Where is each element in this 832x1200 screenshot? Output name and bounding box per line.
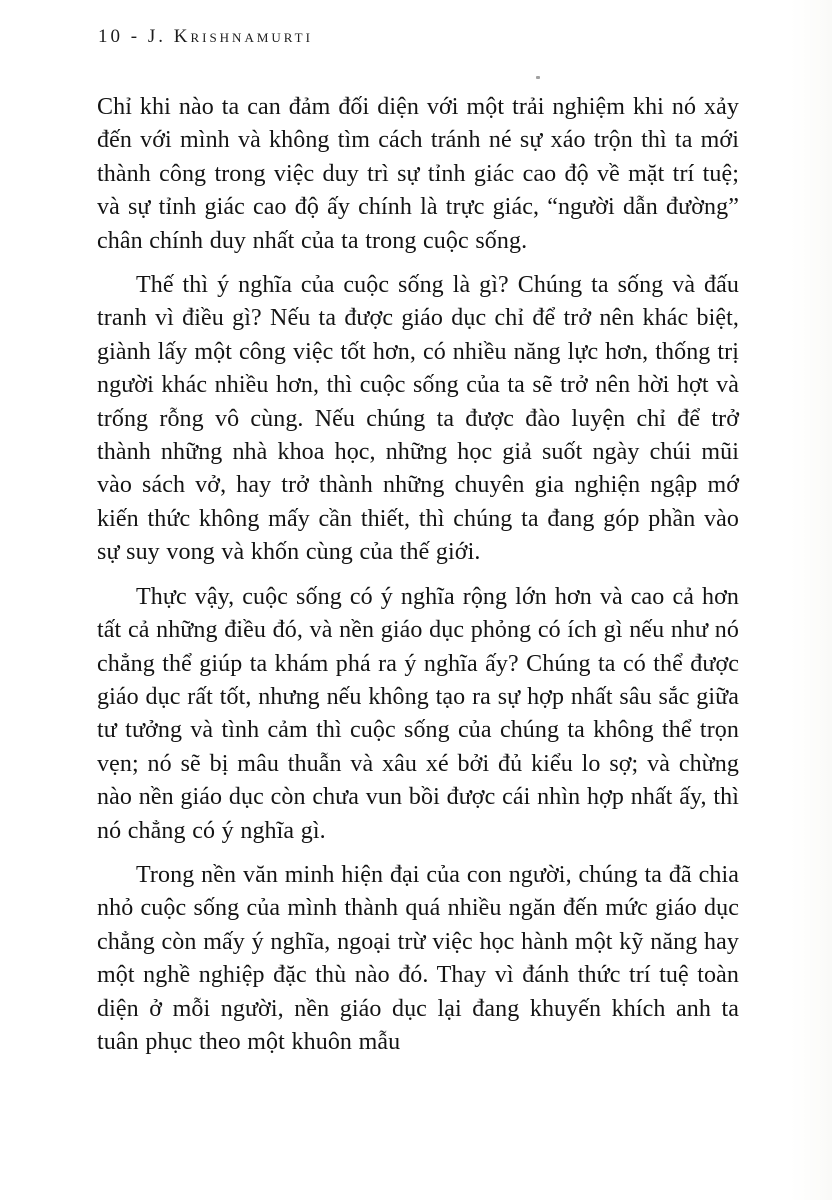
body-paragraph: Thế thì ý nghĩa của cuộc sống là gì? Chúng ta sống và đấu tranh vì điều gì? Nếu ta được giáo dục chỉ để trở nên khác biệt, giành lấy một công việc tốt hơn, có nhiều năng lực hơn, thống trị người khác nhiều hơn, thì cuộc sống của ta sẽ trở nên hời hợt và trống rỗng vô cùng. Nếu chúng ta được đào luyện chỉ để trở thành những nhà khoa học, những học giả suốt ngày chúi mũi vào sách vở, hay trở thành những chuyên gia nghiện ngập mớ kiến thức không mấy cần thiết, thì chúng ta đang góp phần vào sự suy vong và khốn cùng của thế giới. [97,272,739,566]
running-head: 10 - J. Krishnamurti [98,26,313,47]
body-paragraph: Trong nền văn minh hiện đại của con người, chúng ta đã chia nhỏ cuộc sống của mình thành quá nhiều ngăn đến mức giáo dục chẳng còn mấy ý nghĩa, ngoại trừ việc học hành một kỹ năng hay một nghề nghiệp đặc thù nào đó. Thay vì đánh thức trí tuệ toàn diện ở mỗi người, nền giáo dục lại đang khuyến khích anh ta tuân phục theo một khuôn mẫu [97,861,739,1055]
page-body [97,91,739,1070]
body-paragraph: Thực vậy, cuộc sống có ý nghĩa rộng lớn hơn và cao cả hơn tất cả những điều đó, và nền giáo dục phỏng có ích gì nếu như nó chẳng thể giúp ta khám phá ra ý nghĩa ấy? Chúng ta có thể được giáo dục rất tốt, nhưng nếu không tạo ra sự hợp nhất sâu sắc giữa tư tưởng và tình cảm thì cuộc sống của chúng ta không thể trọn vẹn; nó sẽ bị mâu thuẫn và xâu xé bởi đủ kiểu lo sợ; và chừng nào nền giáo dục còn chưa vun bồi được cái nhìn hợp nhất ấy, thì nó chẳng có ý nghĩa gì. [97,583,739,844]
scan-artifact-speck [536,76,540,79]
body-paragraph: Chỉ khi nào ta can đảm đối diện với một trải nghiệm khi nó xảy đến với mình và không tìm cách tránh né sự xáo trộn thì ta mới thành công trong việc duy trì sự tỉnh giác cao độ về mặt trí tuệ; và sự tỉnh giác cao độ ấy chính là trực giác, “người dẫn đường” chân chính duy nhất của ta trong cuộc sống. [97,94,739,254]
